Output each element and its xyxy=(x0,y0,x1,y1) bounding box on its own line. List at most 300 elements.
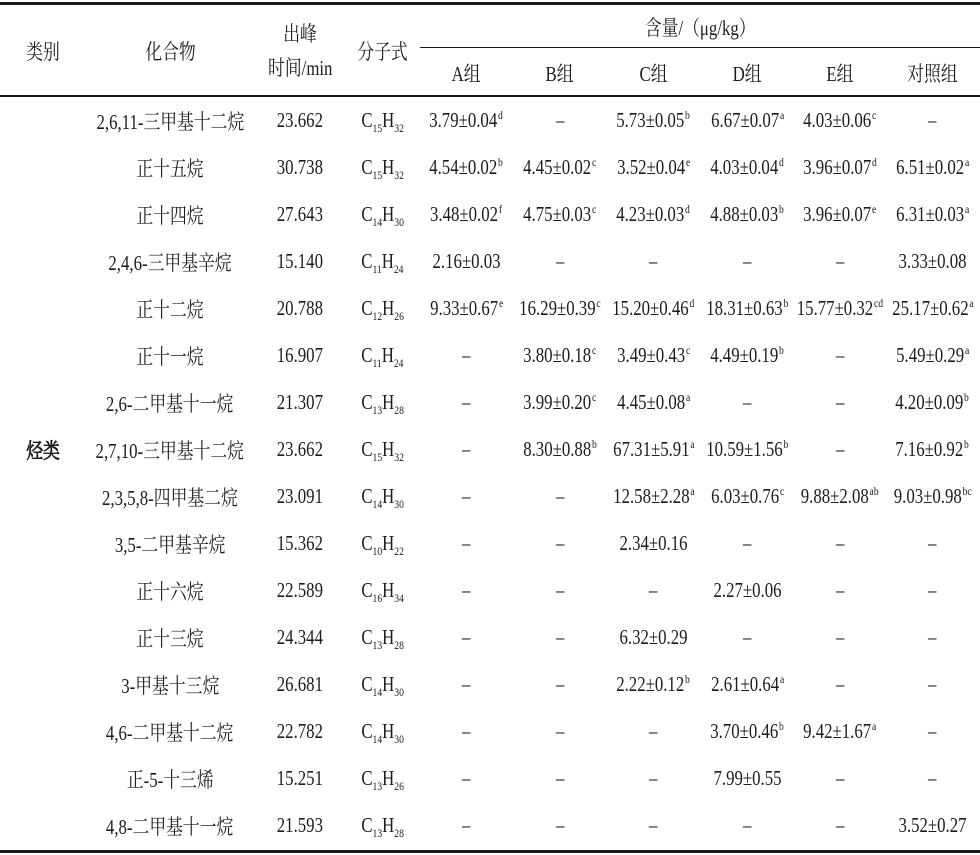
table-row xyxy=(0,520,980,567)
content-value xyxy=(713,578,781,603)
mean-sd: – xyxy=(743,390,752,414)
retention-time-cell xyxy=(255,473,345,520)
mean-sd: – xyxy=(555,719,565,743)
table-row xyxy=(0,426,980,473)
content-cell-e xyxy=(795,567,885,614)
mean-sd: 2.22±0.12 xyxy=(616,672,685,696)
content-value xyxy=(462,343,470,368)
header-group-label: C组 xyxy=(639,61,668,86)
mean-sd: 4.88±0.03 xyxy=(710,202,779,226)
content-cell-a xyxy=(420,379,513,426)
content-value xyxy=(803,155,877,180)
content-value xyxy=(711,202,785,227)
retention-time-cell xyxy=(255,426,345,473)
content-cell-control xyxy=(885,520,980,567)
mean-sd: 6.31±0.03 xyxy=(895,202,964,226)
mean-sd: 5.73±0.05 xyxy=(616,108,685,132)
compound-name: 2,4,6-三甲基辛烷 xyxy=(108,250,232,275)
atom-count: 15 xyxy=(372,168,383,182)
content-value xyxy=(928,531,936,556)
mean-sd: – xyxy=(835,578,845,602)
retention-time: 24.344 xyxy=(276,625,324,649)
compound-cell xyxy=(85,332,255,379)
content-value xyxy=(836,249,844,274)
mean-sd: – xyxy=(835,766,845,790)
content-value xyxy=(743,531,751,556)
content-cell-a xyxy=(420,473,513,520)
retention-time-cell xyxy=(255,238,345,285)
content-value xyxy=(617,202,691,227)
significance-letter: b xyxy=(783,296,789,310)
content-value xyxy=(928,672,936,697)
mean-sd: – xyxy=(462,813,471,837)
content-value xyxy=(462,578,470,603)
content-value xyxy=(649,813,657,838)
significance-letter: c xyxy=(872,108,877,122)
content-cell-b xyxy=(513,708,607,755)
header-group-c xyxy=(607,50,700,95)
formula-cell xyxy=(345,379,420,426)
table-row xyxy=(0,708,980,755)
content-value xyxy=(711,672,784,697)
content-cell-a xyxy=(420,661,513,708)
compound-name: 3-甲基十三烷 xyxy=(121,673,219,698)
content-cell-b xyxy=(513,802,607,849)
mean-sd: 4.54±0.02 xyxy=(429,155,498,179)
mean-sd: – xyxy=(835,390,845,414)
content-cell-control xyxy=(885,332,980,379)
mean-sd: – xyxy=(743,531,752,555)
compound-name: 2,7,10-三甲基十二烷 xyxy=(95,438,245,463)
header-retention-time-line2: 时间/min xyxy=(267,55,333,80)
content-cell-d xyxy=(700,379,795,426)
formula-cell xyxy=(345,144,420,191)
molecular-formula: $C_{16}H_{34}$ xyxy=(361,578,404,605)
content-value xyxy=(613,484,694,509)
header-group-label: A组 xyxy=(452,61,481,86)
content-value xyxy=(523,437,597,462)
content-cell-c xyxy=(607,708,700,755)
content-cell-control xyxy=(885,661,980,708)
content-value xyxy=(836,531,844,556)
significance-letter: b xyxy=(779,202,785,216)
content-value xyxy=(836,578,844,603)
atom-count: 28 xyxy=(394,826,404,840)
mean-sd: 4.23±0.03 xyxy=(616,202,685,226)
mean-sd: – xyxy=(555,531,565,555)
content-value xyxy=(743,813,751,838)
content-cell-e xyxy=(795,379,885,426)
significance-letter: d xyxy=(872,155,877,169)
content-value xyxy=(743,249,751,274)
significance-letter: a xyxy=(964,343,970,357)
mean-sd: – xyxy=(835,249,845,273)
formula-cell xyxy=(345,191,420,238)
significance-letter: a xyxy=(685,390,691,404)
compound-name: 2,3,5,8-四甲基二烷 xyxy=(102,485,238,510)
category-spacer xyxy=(0,379,85,426)
mean-sd: 6.51±0.02 xyxy=(895,155,964,179)
content-value xyxy=(711,343,785,368)
content-value xyxy=(649,578,657,603)
category-spacer xyxy=(0,708,85,755)
content-cell-c xyxy=(607,379,700,426)
content-value xyxy=(649,719,657,744)
retention-time-cell xyxy=(255,802,345,849)
compound-name: 正十一烷 xyxy=(136,344,204,369)
significance-letter: ab xyxy=(869,484,879,498)
compound-cell xyxy=(85,708,255,755)
content-cell-control xyxy=(885,567,980,614)
retention-time: 27.643 xyxy=(276,202,324,226)
content-value xyxy=(649,766,657,791)
content-value xyxy=(462,672,470,697)
content-cell-a xyxy=(420,97,513,144)
mean-sd: – xyxy=(649,249,658,273)
content-cell-a xyxy=(420,238,513,285)
category-spacer xyxy=(0,191,85,238)
compound-cell xyxy=(85,567,255,614)
table-row xyxy=(0,379,980,426)
category-spacer xyxy=(0,802,85,849)
molecular-formula: $C_{15}H_{32}$ xyxy=(361,437,404,464)
significance-letter: a xyxy=(779,672,785,686)
mean-sd: 8.30±0.88 xyxy=(523,437,592,461)
mean-sd: 2.27±0.06 xyxy=(713,578,782,602)
retention-time-cell xyxy=(255,379,345,426)
header-retention-time-line1: 出峰 xyxy=(283,21,317,46)
content-value xyxy=(612,296,694,321)
mean-sd: 2.61±0.64 xyxy=(710,672,779,696)
mean-sd: – xyxy=(743,249,752,273)
mean-sd: 4.45±0.08 xyxy=(616,390,685,414)
mean-sd: – xyxy=(928,625,937,649)
mean-sd: 4.03±0.04 xyxy=(710,155,779,179)
atom-count: 15 xyxy=(372,121,383,135)
content-cell-d xyxy=(700,285,795,332)
mean-sd: 2.16±0.03 xyxy=(432,249,501,273)
significance-letter: b xyxy=(685,108,691,122)
content-header-rule xyxy=(420,47,980,48)
category-spacer xyxy=(0,238,85,285)
content-cell-e xyxy=(795,238,885,285)
content-value xyxy=(556,813,564,838)
molecular-formula: $C_{14}H_{30}$ xyxy=(361,719,404,746)
header-group-label: D组 xyxy=(733,61,762,86)
formula-cell xyxy=(345,426,420,473)
header-group-b xyxy=(513,50,607,95)
content-cell-d xyxy=(700,473,795,520)
retention-time-cell xyxy=(255,755,345,802)
compound-cell xyxy=(85,238,255,285)
content-value xyxy=(801,484,879,509)
mean-sd: 9.03±0.98 xyxy=(893,484,962,508)
content-value xyxy=(617,155,690,180)
content-cell-b xyxy=(513,97,607,144)
mean-sd: 3.96±0.07 xyxy=(803,155,872,179)
atom-count: 32 xyxy=(394,121,404,135)
table-row xyxy=(0,614,980,661)
significance-letter: b xyxy=(592,437,597,451)
content-cell-a xyxy=(420,332,513,379)
mean-sd: 3.52±0.04 xyxy=(616,155,685,179)
content-value xyxy=(462,719,470,744)
content-cell-d xyxy=(700,567,795,614)
mean-sd: 15.77±0.32 xyxy=(796,296,874,320)
retention-time: 22.782 xyxy=(276,719,324,743)
retention-time: 15.251 xyxy=(276,766,324,790)
mean-sd: – xyxy=(835,813,845,837)
mean-sd: – xyxy=(835,625,845,649)
atom-count: 28 xyxy=(394,638,404,652)
compound-name: 2,6-二甲基十一烷 xyxy=(106,391,234,416)
header-group-e xyxy=(795,50,885,95)
atom-count: 32 xyxy=(394,450,404,464)
header-group-label: E组 xyxy=(826,61,854,86)
table-row xyxy=(0,332,980,379)
header-group-label: B组 xyxy=(545,61,574,86)
content-cell-control xyxy=(885,426,980,473)
content-cell-b xyxy=(513,285,607,332)
content-value xyxy=(711,155,785,180)
content-value xyxy=(896,390,970,415)
content-value xyxy=(617,390,690,415)
content-cell-control xyxy=(885,614,980,661)
header-group-control xyxy=(885,50,980,95)
header-formula-label: 分子式 xyxy=(357,39,408,64)
content-cell-control xyxy=(885,802,980,849)
content-value xyxy=(743,625,751,650)
retention-time-cell xyxy=(255,285,345,332)
header-category-label: 类别 xyxy=(25,39,60,64)
formula-cell xyxy=(345,802,420,849)
formula-cell xyxy=(345,755,420,802)
content-value xyxy=(556,531,564,556)
content-cell-control xyxy=(885,379,980,426)
atom-count: 24 xyxy=(394,262,404,276)
content-cell-b xyxy=(513,379,607,426)
content-cell-e xyxy=(795,755,885,802)
content-value xyxy=(836,813,844,838)
content-cell-d xyxy=(700,191,795,238)
content-cell-c xyxy=(607,661,700,708)
content-value xyxy=(711,719,785,744)
table-row xyxy=(0,191,980,238)
significance-letter: c xyxy=(592,390,597,404)
mean-sd: 4.75±0.03 xyxy=(523,202,592,226)
content-value xyxy=(523,343,596,368)
content-cell-e xyxy=(795,97,885,144)
content-cell-e xyxy=(795,426,885,473)
atom-count: 13 xyxy=(372,826,383,840)
category-spacer xyxy=(0,473,85,520)
compound-cell xyxy=(85,144,255,191)
content-value xyxy=(462,437,470,462)
content-cell-c xyxy=(607,426,700,473)
content-cell-a xyxy=(420,520,513,567)
atom-count: 24 xyxy=(394,356,404,370)
category-spacer xyxy=(0,614,85,661)
header-category xyxy=(0,6,85,95)
content-value xyxy=(617,108,691,133)
atom-count: 13 xyxy=(372,638,383,652)
mean-sd: 6.03±0.76 xyxy=(710,484,779,508)
molecular-formula: $C_{12}H_{26}$ xyxy=(361,296,404,323)
atom-count: 11 xyxy=(372,262,382,276)
content-value xyxy=(894,484,972,509)
significance-letter: bc xyxy=(962,484,972,498)
content-value xyxy=(556,672,564,697)
content-value xyxy=(462,390,470,415)
mean-sd: – xyxy=(835,437,845,461)
retention-time-cell xyxy=(255,567,345,614)
formula-cell xyxy=(345,332,420,379)
content-value xyxy=(803,108,876,133)
content-value xyxy=(896,343,969,368)
mean-sd: 6.32±0.29 xyxy=(619,625,688,649)
content-value xyxy=(649,249,657,274)
content-cell-b xyxy=(513,238,607,285)
content-cell-a xyxy=(420,426,513,473)
content-value xyxy=(797,296,883,321)
content-value xyxy=(836,437,844,462)
mean-sd: 3.70±0.46 xyxy=(710,719,779,743)
mean-sd: – xyxy=(928,578,937,602)
header-compound-label: 化合物 xyxy=(144,39,196,64)
mean-sd: 2.34±0.16 xyxy=(619,531,688,555)
content-value xyxy=(430,296,503,321)
molecular-formula: $C_{13}H_{28}$ xyxy=(361,390,404,417)
content-cell-d xyxy=(700,97,795,144)
content-cell-e xyxy=(795,191,885,238)
retention-time-cell xyxy=(255,144,345,191)
formula-cell xyxy=(345,285,420,332)
content-cell-b xyxy=(513,567,607,614)
significance-letter: e xyxy=(872,202,877,216)
content-cell-c xyxy=(607,285,700,332)
mean-sd: 3.79±0.04 xyxy=(429,108,498,132)
header-compound xyxy=(85,6,255,95)
mean-sd: – xyxy=(743,813,752,837)
content-value xyxy=(896,202,969,227)
content-value xyxy=(928,578,936,603)
mean-sd: – xyxy=(928,766,937,790)
category-spacer xyxy=(0,661,85,708)
compound-name: 正十六烷 xyxy=(136,579,204,604)
retention-time: 22.589 xyxy=(276,578,324,602)
header-retention-time xyxy=(255,6,345,95)
significance-letter: cd xyxy=(874,296,884,310)
compound-name: 3,5-二甲基辛烷 xyxy=(114,532,226,557)
header-group-label: 对照组 xyxy=(907,61,958,86)
content-value xyxy=(462,531,470,556)
mean-sd: – xyxy=(555,108,565,132)
mean-sd: 3.99±0.20 xyxy=(523,390,592,414)
content-cell-a xyxy=(420,144,513,191)
compound-name: 4,8-二甲基十一烷 xyxy=(106,814,234,839)
content-value xyxy=(462,625,470,650)
molecular-formula: $C_{11}H_{24}$ xyxy=(361,249,404,276)
content-cell-c xyxy=(607,802,700,849)
content-value xyxy=(462,813,470,838)
category-spacer xyxy=(0,520,85,567)
content-cell-c xyxy=(607,97,700,144)
compound-cell xyxy=(85,755,255,802)
category-spacer xyxy=(0,97,85,144)
formula-cell xyxy=(345,567,420,614)
mean-sd: – xyxy=(649,766,658,790)
content-value xyxy=(556,719,564,744)
compound-name: 4,6-二甲基十二烷 xyxy=(106,720,234,745)
significance-letter: c xyxy=(685,343,691,357)
compound-name: 正十五烷 xyxy=(136,156,204,181)
content-cell-c xyxy=(607,332,700,379)
header-group-a xyxy=(420,50,513,95)
molecular-formula: $C_{10}H_{22}$ xyxy=(361,531,404,558)
content-cell-b xyxy=(513,661,607,708)
content-cell-d xyxy=(700,238,795,285)
content-value xyxy=(803,719,876,744)
mean-sd: – xyxy=(462,578,471,602)
mean-sd: 4.20±0.09 xyxy=(895,390,964,414)
mean-sd: 4.03±0.06 xyxy=(803,108,872,132)
atom-count: 30 xyxy=(394,497,404,511)
atom-count: 14 xyxy=(372,215,383,229)
content-cell-b xyxy=(513,614,607,661)
content-value xyxy=(896,155,969,180)
content-cell-control xyxy=(885,755,980,802)
mean-sd: – xyxy=(555,625,565,649)
content-value xyxy=(706,437,788,462)
content-value xyxy=(743,390,751,415)
retention-time: 23.662 xyxy=(276,437,324,461)
content-value xyxy=(462,766,470,791)
header-content-label: 含量/（μg/kg） xyxy=(644,15,756,40)
molecular-formula: $C_{15}H_{32}$ xyxy=(361,155,404,182)
category-spacer xyxy=(0,567,85,614)
content-value xyxy=(711,484,784,509)
content-cell-a xyxy=(420,708,513,755)
mean-sd: – xyxy=(928,108,937,132)
table-row xyxy=(0,238,980,285)
table-top-rule xyxy=(0,2,980,5)
category-spacer xyxy=(0,755,85,802)
significance-letter: a xyxy=(689,484,695,498)
content-cell-d xyxy=(700,708,795,755)
compound-cell xyxy=(85,285,255,332)
mean-sd: – xyxy=(462,437,471,461)
content-value xyxy=(928,719,936,744)
content-value xyxy=(523,202,596,227)
content-cell-b xyxy=(513,191,607,238)
content-value xyxy=(928,625,936,650)
table-row xyxy=(0,802,980,849)
molecular-formula: $C_{13}H_{26}$ xyxy=(361,766,404,793)
content-cell-b xyxy=(513,426,607,473)
mean-sd: – xyxy=(928,672,937,696)
content-value xyxy=(613,437,694,462)
mean-sd: 3.49±0.43 xyxy=(616,343,685,367)
mean-sd: 9.88±2.08 xyxy=(801,484,870,508)
content-value xyxy=(556,625,564,650)
header-group-d xyxy=(700,50,795,95)
content-cell-e xyxy=(795,661,885,708)
content-cell-d xyxy=(700,520,795,567)
mean-sd: 6.67±0.07 xyxy=(710,108,779,132)
mean-sd: – xyxy=(462,625,471,649)
content-value xyxy=(430,202,502,227)
table-row xyxy=(0,473,980,520)
